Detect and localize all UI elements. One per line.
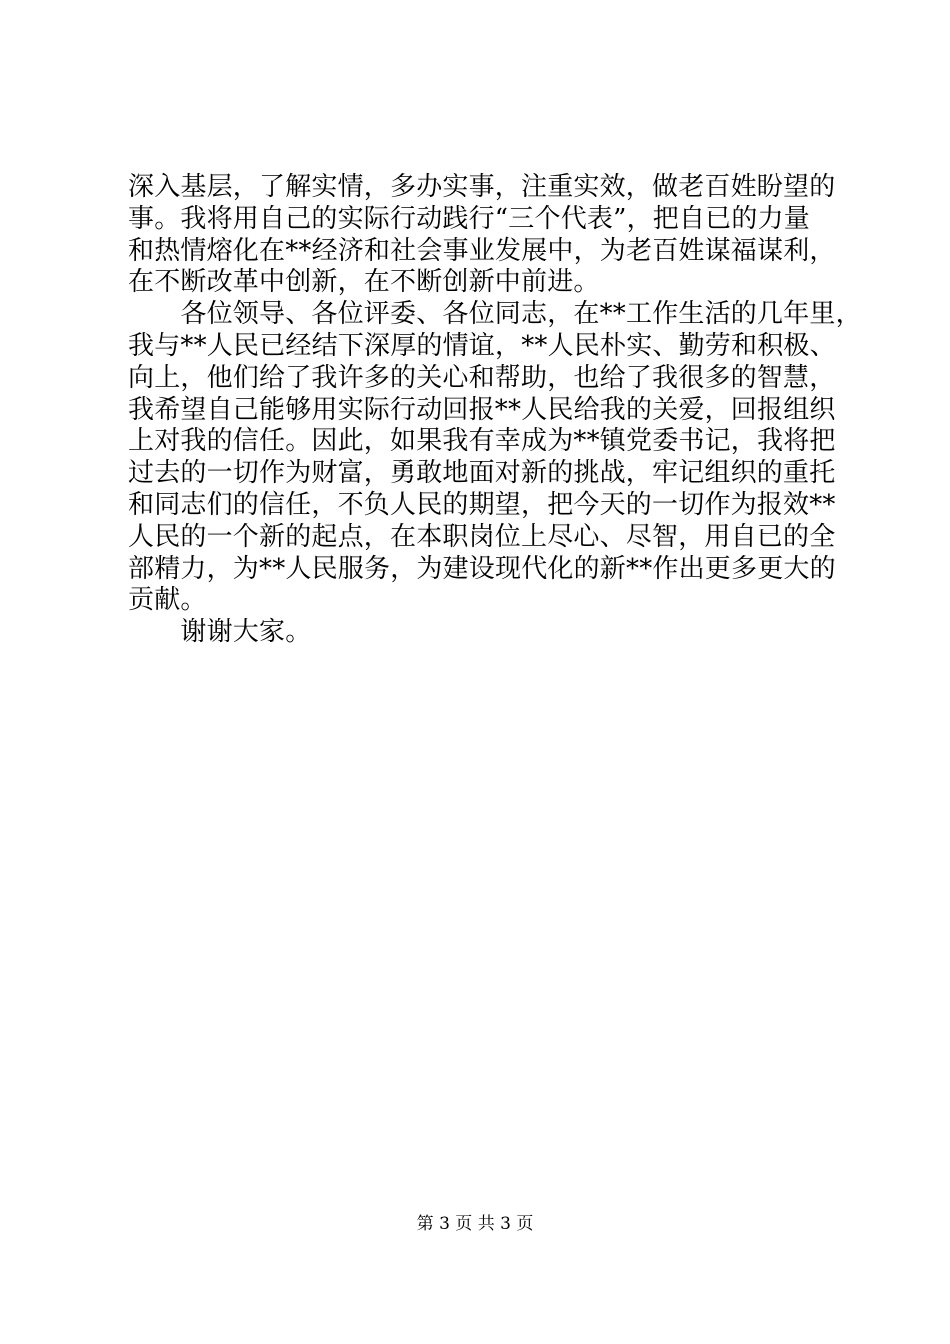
text-line: 我与**人民已经结下深厚的情谊，**人民朴实、勤劳和积极、 [128,330,836,361]
text-line: 谢谢大家。 [128,617,312,648]
text-line: 和同志们的信任，不负人民的期望，把今天的一切作为报效** [128,489,836,520]
text-line: 我希望自己能够用实际行动回报**人民给我的关爱，回报组织 [128,394,836,425]
document-body [128,172,862,649]
page-footer [0,1213,950,1235]
text-line: 人民的一个新的起点，在本职岗位上尽心、尽智，用自已的全 [128,521,836,552]
text-line: 深入基层，了解实情，多办实事，注重实效，做老百姓盼望的 [128,172,836,202]
text-line: 向上，他们给了我许多的关心和帮助，也给了我很多的智慧， [128,362,836,393]
page-number-label: 第 3 页 共 3 页 [416,1214,534,1234]
text-line: 上对我的信任。因此，如果我有幸成为**镇党委书记，我将把 [128,426,836,457]
text-line: 和热情熔化在**经济和社会事业发展中，为老百姓谋福谋利， [128,235,836,266]
text-line: 过去的一切作为财富，勇敢地面对新的挑战，牢记组织的重托 [128,458,836,489]
text-line: 部精力，为**人民服务，为建设现代化的新**作出更多更大的 [128,553,836,584]
text-line: 各位领导、各位评委、各位同志，在**工作生活的几年里， [128,299,862,330]
text-line: 事。我将用自己的实际行动践行“三个代表”，把自已的力量 [128,203,810,234]
text-line: 在不断改革中创新，在不断创新中前进。 [128,267,600,298]
text-line: 贡献。 [128,585,207,616]
